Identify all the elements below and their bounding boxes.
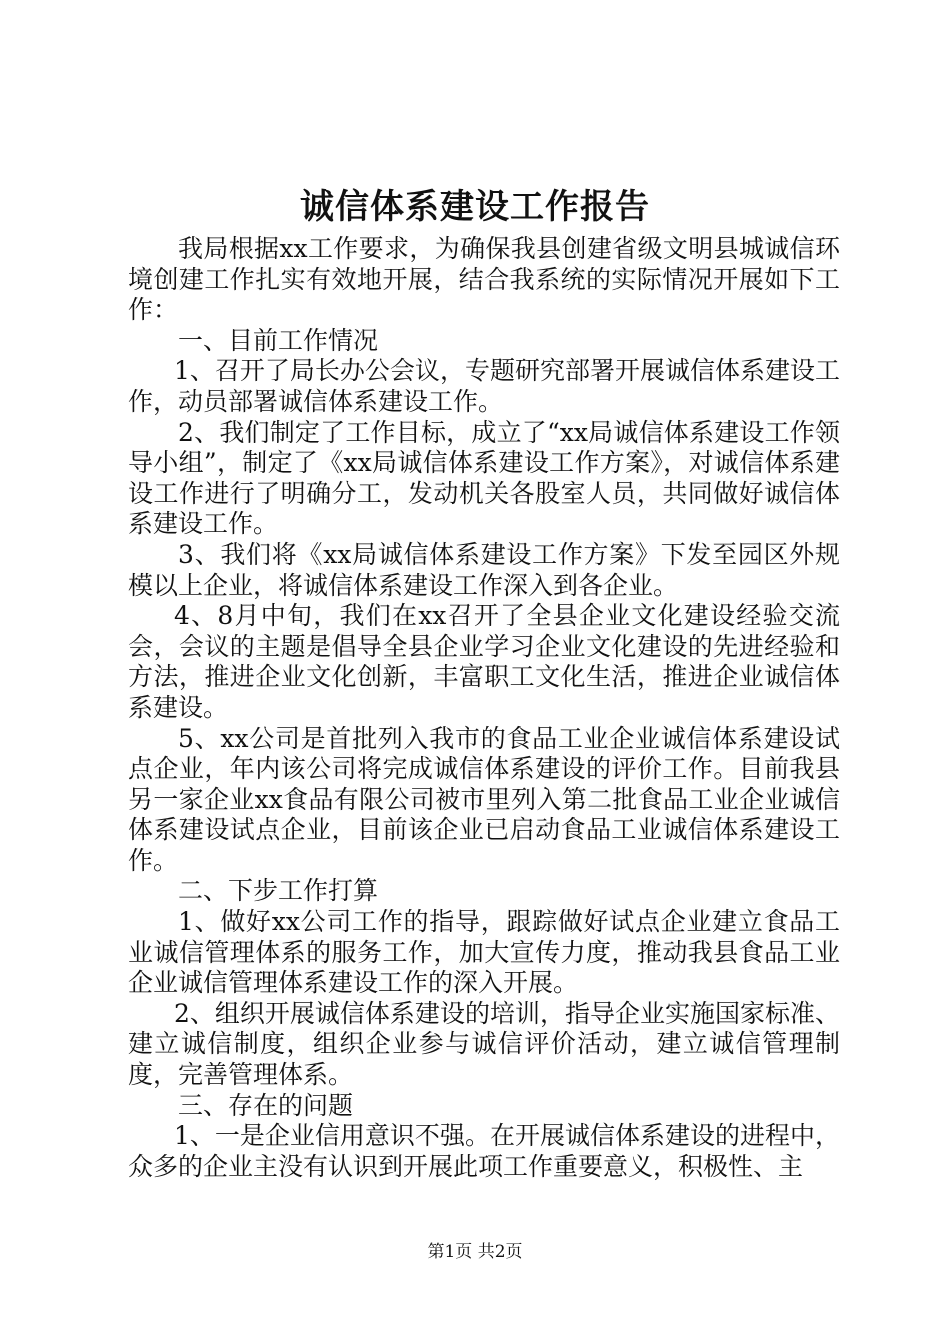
paragraph-current-work-3: 3、我们将《xx局诚信体系建设工作方案》下发至园区外规模以上企业，将诚信体系建设工作深入到各企业。 bbox=[128, 539, 840, 600]
section-heading-current-work: 一、目前工作情况 bbox=[178, 325, 379, 355]
document-title: 诚信体系建设工作报告 bbox=[300, 187, 650, 227]
paragraph-next-steps-1: 1、做好xx公司工作的指导，跟踪做好试点企业建立食品工业诚信管理体系的服务工作，加大宣传力度，推动我县食品工业企业诚信管理体系建设工作的深入开展。 bbox=[128, 907, 840, 998]
paragraph-problems-1: 1、一是企业信用意识不强。在开展诚信体系建设的进程中，众多的企业主没有认识到开展此项工作重要意义，积极性、主 bbox=[128, 1121, 840, 1181]
document-body bbox=[128, 234, 840, 1182]
paragraph-current-work-2: 2、我们制定了工作目标，成立了“xx局诚信体系建设工作领导小组”，制定了《xx局诚信体系建设工作方案》，对诚信体系建设工作进行了明确分工，发动机关各股室人员，共同做好诚信体系建设工作。 bbox=[128, 417, 840, 539]
section-heading-problems: 三、存在的问题 bbox=[178, 1090, 354, 1120]
section-heading-next-steps: 二、下步工作打算 bbox=[178, 876, 379, 906]
paragraph-current-work-1: 1、召开了局长办公会议，专题研究部署开展诚信体系建设工作，动员部署诚信体系建设工作。 bbox=[128, 356, 840, 416]
paragraph-current-work-4: 4、8月中旬，我们在xx召开了全县企业文化建设经验交流会，会议的主题是倡导全县企业学习企业文化建设的先进经验和方法，推进企业文化创新，丰富职工文化生活，推进企业诚信体系建设。 bbox=[128, 601, 840, 722]
paragraph-next-steps-2: 2、组织开展诚信体系建设的培训，指导企业实施国家标准、建立诚信制度，组织企业参与诚信评价活动，建立诚信管理制度，完善管理体系。 bbox=[128, 998, 840, 1090]
paragraph-current-work-5: 5、xx公司是首批列入我市的食品工业企业诚信体系建设试点企业，年内该公司将完成诚信体系建设的评价工作。目前我县另一家企业xx食品有限公司被市里列入第二批食品工业企业诚信体系建设试点企业，目前该企业已启动食品工业诚信体系建设工作。 bbox=[128, 723, 840, 875]
page-footer: 第1页 共2页 bbox=[427, 1242, 523, 1262]
intro-paragraph: 我局根据xx工作要求，为确保我县创建省级文明县城诚信环境创建工作扎实有效地开展，结合我系统的实际情况开展如下工作： bbox=[128, 234, 840, 325]
